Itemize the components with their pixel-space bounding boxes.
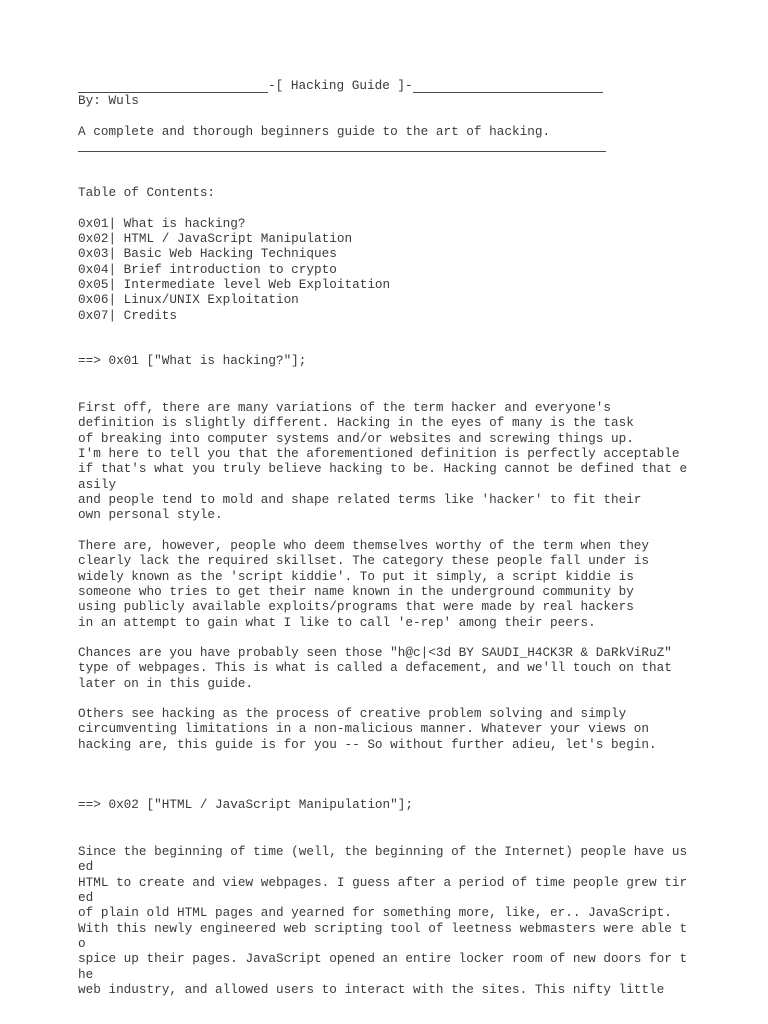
toc-item: 0x07| Credits xyxy=(78,307,177,323)
text-line: There are, however, people who deem themselves worthy of the term when they xyxy=(78,538,650,553)
toc-item: 0x06| Linux/UNIX Exploitation xyxy=(78,292,299,308)
section-heading-0x02 xyxy=(78,797,413,812)
text-line: Others see hacking as the process of creative problem solving and simply xyxy=(78,706,627,721)
text-line: definition is slightly different. Hacking in the eyes of many is the task xyxy=(78,415,634,431)
text-line: asily xyxy=(78,476,117,492)
text-line: Chances are you have probably seen those "h@c|<3d BY SAUDI_H4CK3R & DaRkViRuZ" xyxy=(78,645,672,660)
tagline-block xyxy=(78,124,550,139)
text-line: web industry, and allowed users to interact with the sites. This nifty little xyxy=(78,982,665,998)
text-line: widely known as the 'script kiddie'. To put it simply, a script kiddie is xyxy=(78,568,634,584)
text-line: clearly lack the required skillset. The category these people fall under is xyxy=(78,553,650,569)
section1-paragraph-1 xyxy=(78,400,687,523)
text-line: o xyxy=(78,936,86,952)
section2-paragraph-1 xyxy=(78,844,687,997)
title-rule-left xyxy=(78,79,268,93)
section-heading-text: ==> 0x02 ["HTML / JavaScript Manipulation"]; xyxy=(78,797,414,812)
toc-item: 0x01| What is hacking? xyxy=(78,215,246,231)
tagline: A complete and thorough beginners guide to the art of hacking. xyxy=(78,124,551,139)
toc-item: 0x05| Intermediate level Web Exploitation xyxy=(78,277,391,293)
section1-paragraph-4 xyxy=(78,706,657,752)
text-line: hacking are, this guide is for you -- So without further adieu, let's begin. xyxy=(78,736,657,752)
title-banner xyxy=(78,78,603,93)
text-line: he xyxy=(78,966,94,982)
text-line: I'm here to tell you that the aforementioned definition is perfectly acceptable xyxy=(78,446,680,462)
text-line: of breaking into computer systems and/or websites and screwing things up. xyxy=(78,430,634,446)
author: By: Wuls xyxy=(78,93,139,108)
text-line: if that's what you truly believe hacking to be. Hacking cannot be defined that e xyxy=(78,461,688,477)
text-line: spice up their pages. JavaScript opened an entire locker room of new doors for t xyxy=(78,951,688,967)
text-line: later on in this guide. xyxy=(78,675,254,691)
text-line: and people tend to mold and shape related terms like 'hacker' to fit their xyxy=(78,492,642,508)
author-line xyxy=(78,93,139,108)
text-line: ed xyxy=(78,859,94,875)
toc-item: 0x04| Brief introduction to crypto xyxy=(78,261,337,277)
title-rule-right xyxy=(413,79,603,93)
text-line: ed xyxy=(78,890,94,906)
section1-paragraph-3 xyxy=(78,645,672,691)
section-heading-text: ==> 0x01 ["What is hacking?"]; xyxy=(78,353,307,368)
toc-heading: Table of Contents: xyxy=(78,185,216,200)
text-line: someone who tries to get their name known in the underground community by xyxy=(78,584,634,600)
text-line: With this newly engineered web scripting tool of leetness webmasters were able t xyxy=(78,920,688,936)
text-line: type of webpages. This is what is called a defacement, and we'll touch on that xyxy=(78,660,672,676)
text-line: own personal style. xyxy=(78,507,223,523)
section-heading-0x01 xyxy=(78,353,306,368)
spacer xyxy=(78,200,390,215)
text-line: First off, there are many variations of the term hacker and everyone's xyxy=(78,400,611,415)
text-line: Since the beginning of time (well, the beginning of the Internet) people have us xyxy=(78,844,688,859)
text-line: HTML to create and view webpages. I guess after a period of time people grew tir xyxy=(78,874,688,890)
header-divider xyxy=(78,151,606,152)
toc-item: 0x03| Basic Web Hacking Techniques xyxy=(78,246,337,262)
table-of-contents xyxy=(78,185,390,323)
text-line: using publicly available exploits/programs that were made by real hackers xyxy=(78,599,634,615)
document-title: -[ Hacking Guide ]- xyxy=(268,78,413,93)
text-line: of plain old HTML pages and yearned for something more, like, er.. JavaScript. xyxy=(78,905,672,921)
section1-paragraph-2 xyxy=(78,538,649,630)
text-line: circumventing limitations in a non-malicious manner. Whatever your views on xyxy=(78,721,650,737)
toc-item: 0x02| HTML / JavaScript Manipulation xyxy=(78,231,353,247)
text-line: in an attempt to gain what I like to call 'e-rep' among their peers. xyxy=(78,614,596,630)
